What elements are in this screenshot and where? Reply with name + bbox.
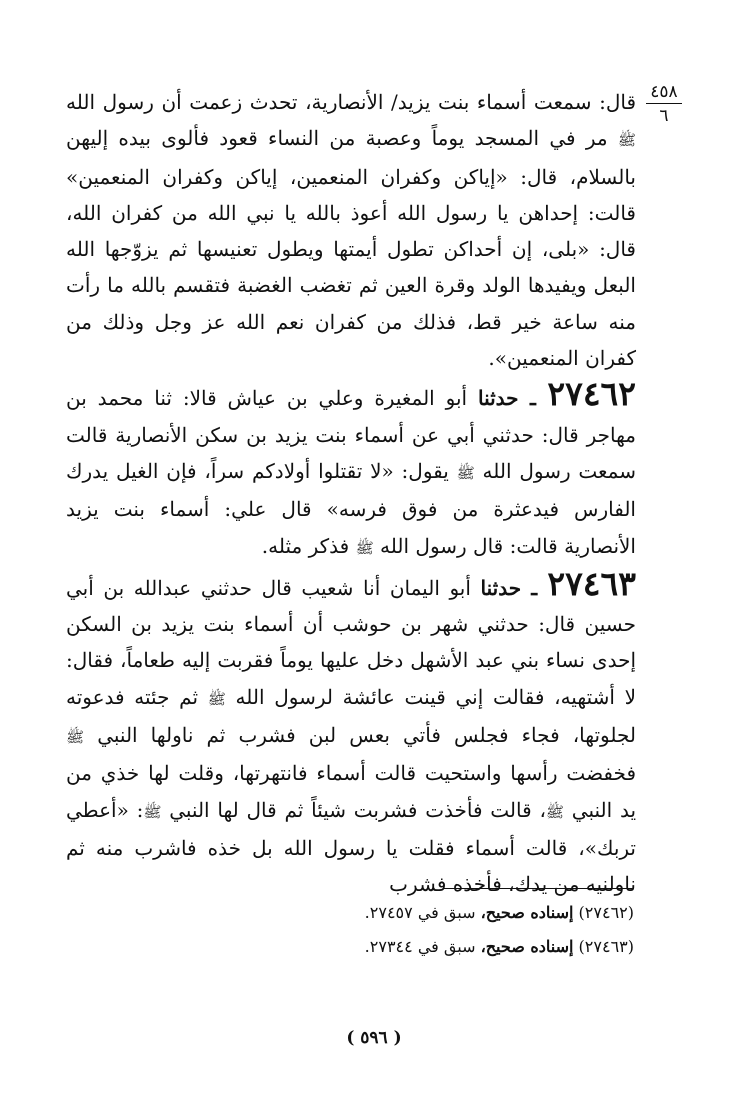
hadith-dash: ـ xyxy=(521,575,548,600)
footnote-label: إسناده صحيح، xyxy=(480,903,574,922)
text-segment: : «أعطي تربك»، قالت أسماء فقلت يا رسول الله بل خذه فاشرب منه ثم ناولنيه من يدك، فأخذه فشرب xyxy=(66,797,636,897)
salutation-symbol: ﷺ xyxy=(143,802,162,821)
footnote xyxy=(120,896,634,930)
hadith-paragraph xyxy=(66,84,636,376)
hadith-paragraph xyxy=(66,376,636,565)
footnote-ref: (٢٧٤٦٢) xyxy=(578,903,634,922)
margin-page-number: ٦ xyxy=(659,106,669,126)
footnote-ref: (٢٧٤٦٣) xyxy=(578,937,634,956)
salutation-symbol: ﷺ xyxy=(355,538,374,557)
text-segment: قال: سمعت أسماء بنت يزيد/ الأنصارية، تحدث زعمت أن رسول الله xyxy=(66,90,636,114)
page-number: ( ٥٩٦ ) xyxy=(346,1028,402,1048)
hadith-number: ٢٧٤٦٢ xyxy=(547,374,636,414)
footnote-label: إسناده صحيح، xyxy=(480,937,574,956)
salutation-symbol: ﷺ xyxy=(66,728,85,747)
hadith-dash: ـ xyxy=(518,386,548,411)
text-segment: يقول: «لا تقتلوا أولادكم سراً، فإن الغيل يدرك الفارس فيدعثرة من فوق فرسه» قال علي: أسماء بنت يزيد الأنصارية قالت: قال رسول الله xyxy=(66,458,636,558)
salutation-symbol: ﷺ xyxy=(456,463,475,482)
hadith-lead-word: حدثنا xyxy=(480,575,522,600)
text-segment: فخفضت رأسها واستحيت قالت أسماء فانتهرتها، وقلت لها خذي من يد النبي xyxy=(66,761,637,822)
text-segment: ، قالت فأخذت فشربت شيئاً ثم قال لها النبي xyxy=(161,797,546,822)
salutation-symbol: ﷺ xyxy=(545,802,565,821)
salutation-symbol: ﷺ xyxy=(617,131,636,150)
main-text xyxy=(66,84,636,903)
footnote xyxy=(120,930,634,964)
margin-page-reference xyxy=(646,82,682,126)
text-segment: أبو المغيرة وعلي بن عياش قالا: ثنا محمد بن مهاجر قال: حدثني أبي عن أسماء بنت يزيد بن سكن الأنصارية قالت سمعت رسول الله xyxy=(66,386,637,483)
footnote-text: سبق في ٢٧٣٤٤. xyxy=(364,937,476,956)
footnotes xyxy=(120,896,634,964)
footnote-text: سبق في ٢٧٤٥٧. xyxy=(364,903,476,922)
margin-volume-number: ٤٥٨ xyxy=(646,82,682,104)
text-segment: مر في المسجد يوماً وعصبة من النساء قعود فألوى بيده إليهن بالسلام، قال: «إياكن وكفران المنعمين، إياكن وكفران المنعمين» قالت: إحداهن يا رسول الله أعوذ بالله يا نبي الله من كفران الله، قال: «بلى، إن أحداكن تطول أيمتها ويطول تعنيسها ثم يزوّجها الله البعل ويفيدها الولد وقرة العين ثم تغضب الغضبة فتقسم بالله ما رأت منه ساعة خير قط، فذلك من كفران نعم الله عز وجل وذلك من كفران المنعمين». xyxy=(66,126,636,371)
text-segment: فذكر مثله. xyxy=(261,533,356,558)
salutation-symbol: ﷺ xyxy=(207,689,226,708)
footnote-divider xyxy=(443,888,633,889)
text-segment: ثم جئته فدعوته لجلوتها، فجاء فجلس فأتي بعس لبن فشرب ثم ناولها النبي xyxy=(66,684,636,748)
text-segment: أبو اليمان أنا شعيب قال حدثني عبدالله بن أبي حسين قال: حدثني شهر بن حوشب أن أسماء بنت يزيد بن السكن إحدى نساء بني عبد الأشهل دخل عليها يوماً فقربت إليه طعاماً، فقال: لا أشتهيه، فقالت إني قينت عائشة لرسول الله xyxy=(66,575,637,709)
hadith-number: ٢٧٤٦٣ xyxy=(547,563,636,603)
hadith-lead-word: حدثنا xyxy=(477,386,519,411)
hadith-paragraph xyxy=(66,563,637,903)
